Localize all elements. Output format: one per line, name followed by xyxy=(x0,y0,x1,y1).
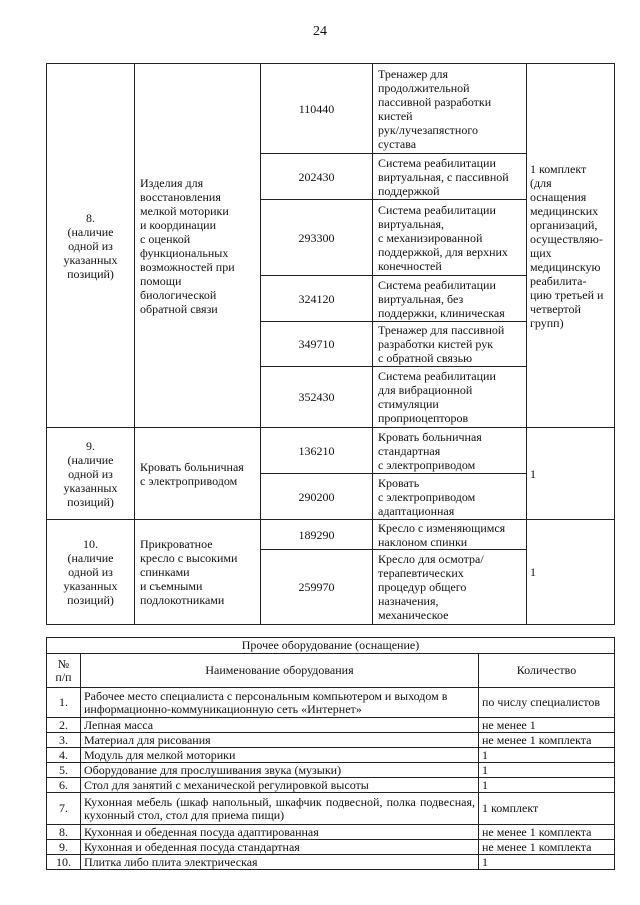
item-name: Система реабилитации виртуальная, с механизированной поддержкой, для верхних конечностей xyxy=(378,202,508,273)
item-code: 110440 xyxy=(261,64,373,154)
equipment-name: Модуль для мелкой моторики xyxy=(81,748,479,763)
table-row xyxy=(47,825,615,840)
equipment-quantity: 1 комплект xyxy=(479,793,615,825)
table-row xyxy=(47,688,615,718)
equipment-name: Кухонная мебель (шкаф напольный, шкафчик подвесной, полка подвесная, кухонный стол, стол для приема пищи) xyxy=(81,793,479,825)
equipment-name: Рабочее место специалиста с персональным компьютером и выходом в информационно-коммуникационную сеть «Интернет» xyxy=(81,688,479,718)
row-number: 10. xyxy=(47,855,81,870)
row-number: 4. xyxy=(47,748,81,763)
category-name: Изделия для восстановления мелкой моторики и координации с оценкой функциональных возможностей при помощи биологической обратной связи xyxy=(140,175,235,316)
row-number: 5. xyxy=(47,763,81,778)
position-label: 10. (наличие одной из указанных позиций) xyxy=(63,537,118,607)
equipment-quantity: 1 xyxy=(479,855,615,870)
page-number: 24 xyxy=(313,24,327,39)
table-title-row xyxy=(47,638,615,654)
quantity: 1 xyxy=(530,466,536,481)
table-row xyxy=(47,793,615,825)
item-code: 324120 xyxy=(261,276,373,322)
row-number: 9. xyxy=(47,840,81,855)
equipment-quantity: не менее 1 комплекта xyxy=(479,733,615,748)
table-title: Прочее оборудование (оснащение) xyxy=(47,638,615,654)
row-number: 3. xyxy=(47,733,81,748)
table-row xyxy=(47,778,615,793)
row-number: 2. xyxy=(47,718,81,733)
item-code: 259970 xyxy=(261,550,373,625)
quantity: 1 комплект (для оснащения медицинских организаций, осуществляю- щих медицинскую реабилита- цию третьей и четвертой групп) xyxy=(530,161,604,330)
equipment-name: Стол для занятий с механической регулировкой высоты xyxy=(81,778,479,793)
item-name: Кресло с изменяющимся наклоном спинки xyxy=(378,520,506,549)
table-row xyxy=(47,428,615,474)
row-number: 7. xyxy=(47,793,81,825)
equipment-quantity: не менее 1 комплекта xyxy=(479,840,615,855)
item-code: 349710 xyxy=(261,322,373,367)
item-name: Система реабилитации виртуальная, без поддержки, клиническая xyxy=(378,277,505,320)
item-name: Система реабилитации виртуальная, с пассивной поддержкой xyxy=(378,155,509,198)
category-name: Прикроватное кресло с высокими спинками и съемными подлокотниками xyxy=(140,537,238,607)
item-name: Кровать больничная стандартная с электроприводом xyxy=(378,429,482,472)
item-name: Система реабилитации для вибрационной стимуляции проприоцепторов xyxy=(378,369,496,425)
category-name: Кровать больничная с электроприводом xyxy=(140,459,244,488)
equipment-name: Кухонная и обеденная посуда адаптированная xyxy=(81,825,479,840)
item-name: Тренажер для пассивной разработки кистей рук с обратной связью xyxy=(378,323,505,365)
equipment-quantity: 1 xyxy=(479,778,615,793)
equipment-name: Плитка либо плита электрическая xyxy=(81,855,479,870)
item-code: 189290 xyxy=(261,520,373,550)
equipment-name: Кухонная и обеденная посуда стандартная xyxy=(81,840,479,855)
equipment-quantity: по числу специалистов xyxy=(479,688,615,718)
column-header-quantity: Количество xyxy=(479,654,615,688)
table-row xyxy=(47,763,615,778)
equipment-standard-table xyxy=(46,63,615,625)
column-header-number: № п/п xyxy=(55,656,72,684)
table-row xyxy=(47,855,615,870)
equipment-name: Лепная масса xyxy=(81,718,479,733)
equipment-quantity: 1 xyxy=(479,763,615,778)
position-label: 8. (наличие одной из указанных позиций) xyxy=(63,210,118,281)
item-code: 293300 xyxy=(261,200,373,276)
position-label: 9. (наличие одной из указанных позиций) xyxy=(63,438,118,509)
row-number: 6. xyxy=(47,778,81,793)
item-code: 290200 xyxy=(261,474,373,520)
item-code: 352430 xyxy=(261,367,373,428)
equipment-quantity: не менее 1 комплекта xyxy=(479,825,615,840)
equipment-quantity: не менее 1 xyxy=(479,718,615,733)
table-row xyxy=(47,64,615,154)
table-header-row xyxy=(47,654,615,688)
table-row xyxy=(47,718,615,733)
item-name: Кресло для осмотра/ терапевтических процедур общего назначения, механическое xyxy=(378,552,484,622)
row-number: 1. xyxy=(47,688,81,718)
other-equipment-table xyxy=(46,637,615,870)
quantity: 1 xyxy=(530,565,536,579)
equipment-name: Оборудование для прослушивания звука (музыки) xyxy=(81,763,479,778)
table-row xyxy=(47,520,615,550)
equipment-name: Материал для рисования xyxy=(81,733,479,748)
column-header-name: Наименование оборудования xyxy=(81,654,479,688)
item-code: 202430 xyxy=(261,154,373,200)
equipment-quantity: 1 xyxy=(479,748,615,763)
table-row xyxy=(47,748,615,763)
row-number: 8. xyxy=(47,825,81,840)
table-row xyxy=(47,733,615,748)
item-name: Тренажер для продолжительной пассивной разработки кистей рук/лучезапястного сустава xyxy=(378,66,492,151)
item-name: Кровать с электроприводом адаптационная xyxy=(378,475,476,518)
item-code: 136210 xyxy=(261,428,373,474)
table-row xyxy=(47,840,615,855)
